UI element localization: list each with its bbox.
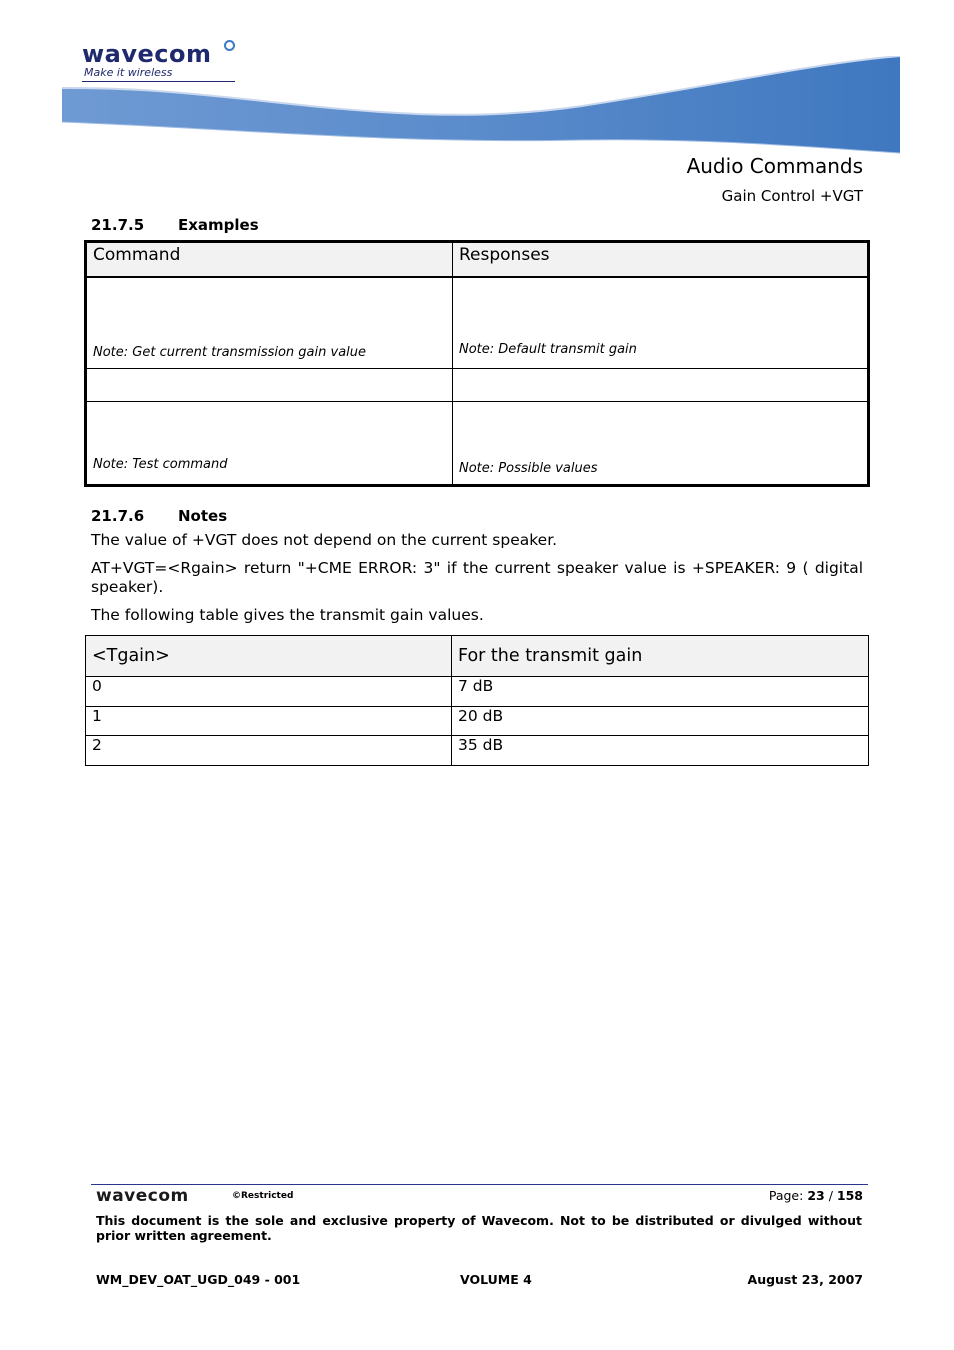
column-header-responses: Responses [453,242,869,277]
table-row [86,677,869,707]
response-note: Note: Default transmit gain [453,277,869,369]
column-header-command: Command [86,242,453,277]
notes-heading [91,507,227,525]
page-label: Page: [768,1188,804,1203]
section-title: Audio Commands [686,154,863,178]
examples-number: 21.7.5 [91,216,145,234]
notes-paragraph-3: The following table gives the transmit gain values. [91,606,484,624]
footer-divider [91,1184,868,1185]
command-note: Note: Test command [86,402,453,486]
logo-tagline: Make it wireless [84,66,173,79]
tgain-value: 1 [86,706,452,736]
examples-title: Examples [178,216,259,234]
logo-swirl-icon [224,40,235,51]
page-separator: / [828,1188,833,1203]
table-row [86,736,869,766]
footer-legal-notice: This document is the sole and exclusive property of Wavecom. Not to be distributed or divulged without prior written agreement. [96,1213,862,1243]
command-note: Note: Get current transmission gain value [86,277,453,369]
wavecom-logo: wavecom [82,40,212,68]
notes-title: Notes [178,507,228,525]
footer-page-number [769,1188,863,1203]
page-current: 23 [807,1188,825,1203]
transmit-gain-table [85,635,869,766]
table-row [86,369,869,402]
examples-table [84,240,870,487]
notes-paragraph-1: The value of +VGT does not depend on the current speaker. [91,531,558,549]
gain-value: 7 dB [452,677,869,707]
table-row [86,706,869,736]
examples-heading [91,216,259,234]
command-cell [86,369,453,402]
footer-wavecom-logo: wavecom [96,1186,189,1206]
footer-volume: VOLUME 4 [460,1272,532,1287]
footer-doc-ref: WM_DEV_OAT_UGD_049 - 001 [96,1272,301,1287]
section-subtitle: Gain Control +VGT [721,187,863,205]
gain-header-row [86,636,869,677]
tgain-value: 2 [86,736,452,766]
gain-value: 35 dB [452,736,869,766]
column-header-transmit-gain: For the transmit gain [452,636,869,677]
response-cell [453,369,869,402]
column-header-tgain: <Tgain> [86,636,452,677]
notes-paragraph-2: AT+VGT=<Rgain> return "+CME ERROR: 3" if the current speaker value is +SPEAKER: 9 ( digital speaker). [91,559,863,596]
page-total: 158 [836,1188,863,1203]
examples-header-row [86,242,869,277]
footer-restricted: ©Restricted [232,1191,294,1201]
response-note: Note: Possible values [453,402,869,486]
notes-number: 21.7.6 [91,507,145,525]
header-wave-banner [62,56,900,156]
gain-value: 20 dB [452,706,869,736]
table-row [86,277,869,369]
tgain-value: 0 [86,677,452,707]
footer-date: August 23, 2007 [747,1272,863,1287]
table-row [86,402,869,486]
